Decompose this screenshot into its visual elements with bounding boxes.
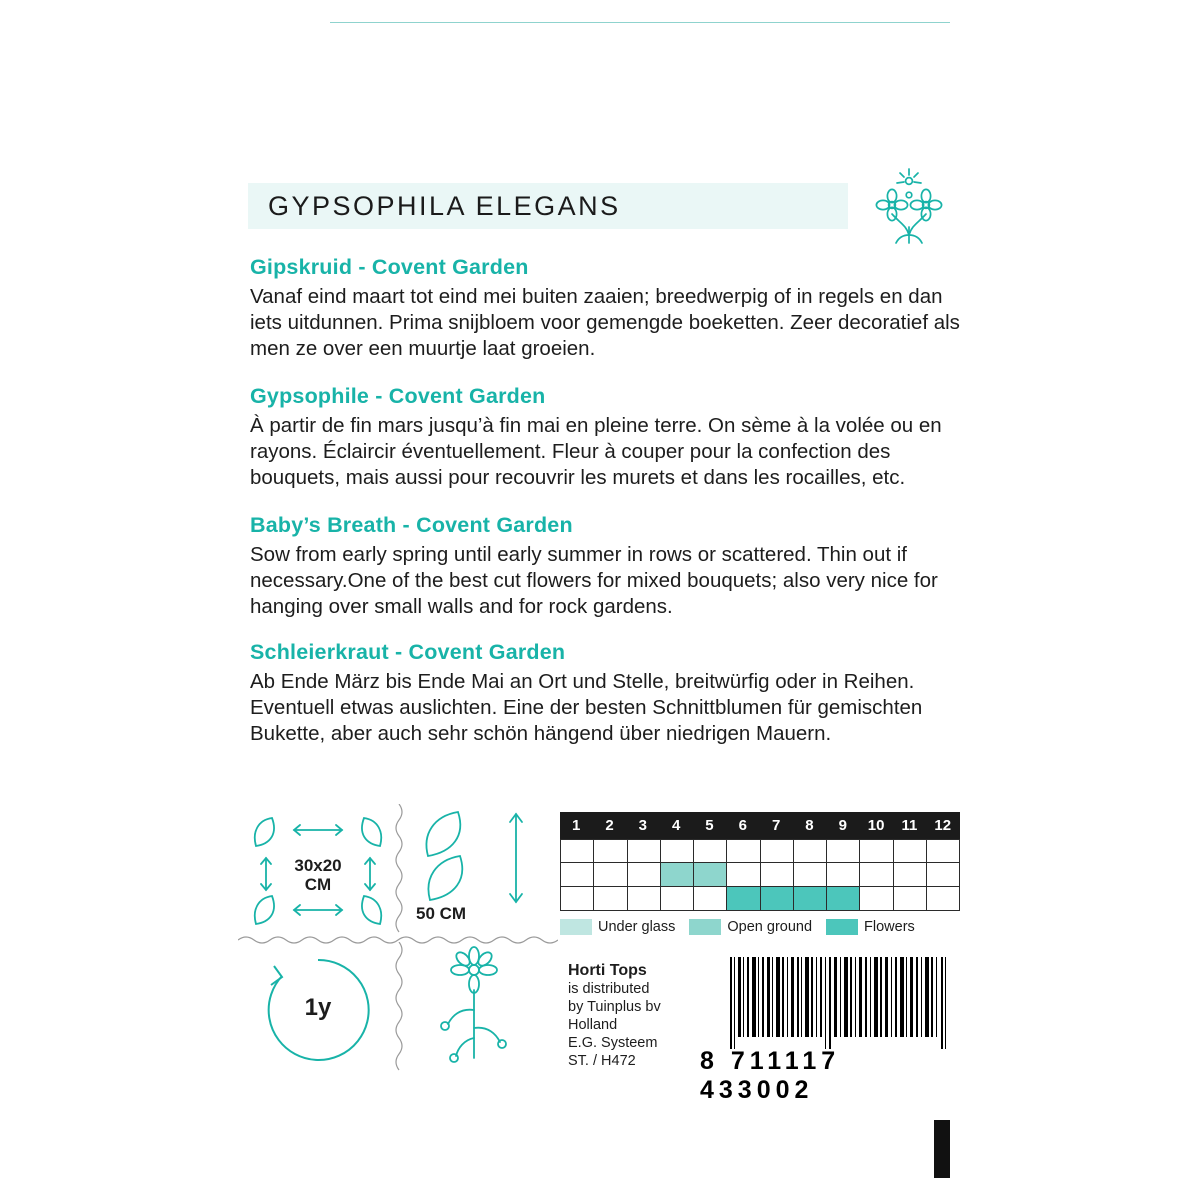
calendar-cell [860, 863, 893, 887]
barcode [700, 957, 950, 1104]
month-cell: 6 [727, 812, 760, 839]
calendar-cell [594, 839, 627, 863]
calendar-row-2 [560, 863, 960, 887]
calendar-cell [628, 887, 661, 911]
block-heading: Gipskruid - Covent Garden [250, 255, 529, 279]
calendar-cell [827, 839, 860, 863]
calendar-cell [727, 839, 760, 863]
legend-label: Open ground [727, 919, 813, 935]
language-block-fr [250, 384, 962, 491]
sowing-calendar [560, 812, 960, 935]
legend-label: Flowers [864, 919, 915, 935]
brand-name: Horti Tops [568, 962, 647, 979]
spacing-label-line2: CM [304, 875, 332, 894]
block-body: À partir de fin mars jusqu’à fin mai en pleine terre. On sème à la volée ou en rayons. Éclaircir éventuellement. Fleur à couper pour la confection des bouquets, mais aussi pour recouvrir les murets et dans les rocailles, etc. [250, 414, 942, 489]
calendar-cell-open-ground [694, 863, 727, 887]
lifecycle-label: 1y [304, 994, 332, 1021]
language-block-nl [250, 255, 962, 362]
calendar-cell [761, 839, 794, 863]
month-cell: 12 [927, 812, 960, 839]
legend-item-flowers [826, 919, 915, 935]
month-cell: 11 [893, 812, 926, 839]
distributor-line-4: E.G. Systeem [568, 1035, 658, 1051]
calendar-cell [927, 863, 960, 887]
calendar-cell [894, 863, 927, 887]
month-cell: 9 [827, 812, 860, 839]
calendar-cell [694, 887, 727, 911]
annual-cycle-icon [238, 940, 398, 1080]
block-body: Vanaf eind maart tot eind mei buiten zaaien; breedwerpig of in regels en dan iets uitdunnen. Prima snijbloem voor gemengde boeketten. Zeer decoratief als men ze over een muurtje laat groeien. [250, 285, 960, 360]
month-cell: 8 [793, 812, 826, 839]
print-registration-mark [934, 1120, 950, 1178]
calendar-cell [594, 863, 627, 887]
calendar-cell [927, 839, 960, 863]
calendar-cell [860, 839, 893, 863]
calendar-row-3 [560, 887, 960, 911]
calendar-month-header [560, 812, 960, 839]
cut-flower-icon [398, 940, 558, 1080]
month-cell: 5 [693, 812, 726, 839]
cultivation-icon-grid [238, 800, 558, 1080]
page-title: GYPSOPHILA ELEGANS [268, 190, 621, 221]
calendar-legend [560, 919, 960, 935]
calendar-cell-flowers [761, 887, 794, 911]
legend-item-under-glass [560, 919, 675, 935]
calendar-cell [628, 839, 661, 863]
height-label: 50 CM [416, 904, 467, 923]
language-block-de [250, 640, 962, 747]
calendar-cell [894, 839, 927, 863]
calendar-cell [561, 839, 594, 863]
calendar-cell [694, 839, 727, 863]
month-cell: 4 [660, 812, 693, 839]
calendar-cell [927, 887, 960, 911]
calendar-cell [894, 887, 927, 911]
month-cell: 10 [860, 812, 893, 839]
calendar-cell [761, 863, 794, 887]
calendar-cell [594, 887, 627, 911]
calendar-cell-flowers [727, 887, 760, 911]
calendar-cell [561, 863, 594, 887]
month-cell: 7 [760, 812, 793, 839]
block-heading: Schleierkraut - Covent Garden [250, 640, 566, 664]
calendar-cell-flowers [794, 887, 827, 911]
calendar-row-1 [560, 839, 960, 863]
block-heading: Baby’s Breath - Covent Garden [250, 513, 573, 537]
language-block-en [250, 513, 962, 620]
flower-sprig-icon [866, 165, 952, 251]
distributor-line-3: Holland [568, 1017, 618, 1033]
barcode-number: 8 711117 433002 [700, 1047, 841, 1104]
distributor-info [568, 962, 661, 1070]
month-cell: 2 [593, 812, 626, 839]
calendar-cell-flowers [827, 887, 860, 911]
legend-label: Under glass [598, 919, 676, 935]
calendar-cell [860, 887, 893, 911]
legend-swatch-under-glass [560, 919, 592, 935]
calendar-cell [794, 839, 827, 863]
legend-swatch-open-ground [689, 919, 721, 935]
top-divider-rule [330, 22, 950, 23]
distributor-line-2: by Tuinplus bv [568, 999, 661, 1015]
block-body: Sow from early spring until early summer in rows or scattered. Thin out if necessary.One of the best cut flowers for mixed bouquets; also very nice for hanging over small walls and for rock gardens. [250, 543, 938, 618]
block-heading: Gypsophile - Covent Garden [250, 384, 546, 408]
calendar-cell [661, 839, 694, 863]
month-cell: 1 [560, 812, 593, 839]
legend-swatch-flowers [826, 919, 858, 935]
calendar-cell [827, 863, 860, 887]
calendar-cell-open-ground [661, 863, 694, 887]
block-body: Ab Ende März bis Ende Mai an Ort und Stelle, breitwürfig oder in Reihen. Eventuell etwas auslichten. Eine der besten Schnittblumen für gemischten Bukette, aber auch sehr schön hängend über niedrigen Mauern. [250, 670, 923, 745]
latin-name-banner [248, 183, 848, 229]
calendar-cell [794, 863, 827, 887]
legend-item-open-ground [689, 919, 812, 935]
calendar-cell [661, 887, 694, 911]
calendar-cell [727, 863, 760, 887]
plant-height-icon [398, 800, 558, 940]
barcode-bars [730, 957, 950, 1049]
plant-spacing-icon [238, 800, 398, 940]
distributor-line-1: is distributed [568, 981, 650, 997]
month-cell: 3 [627, 812, 660, 839]
calendar-cell [628, 863, 661, 887]
calendar-cell [561, 887, 594, 911]
distributor-line-5: ST. / H472 [568, 1053, 636, 1069]
spacing-label-line1: 30x20 [294, 856, 342, 875]
